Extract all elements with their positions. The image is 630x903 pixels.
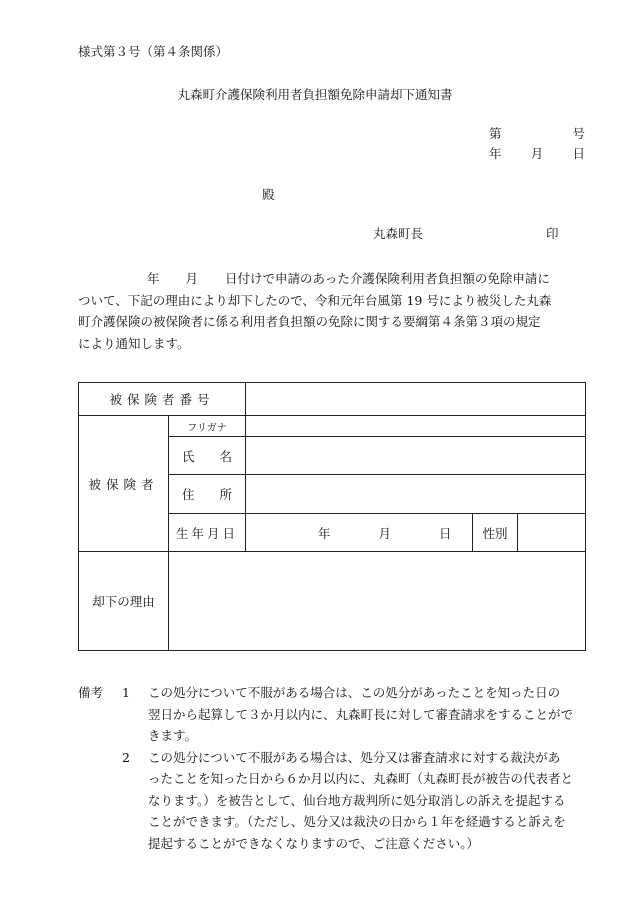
document-number xyxy=(489,124,585,142)
body-line-1 xyxy=(78,268,585,290)
remark-number: 2 xyxy=(122,749,130,765)
body-line-4: により通知します。 xyxy=(78,335,190,351)
name-label: 氏 名 xyxy=(169,437,246,475)
address-label: 住 所 xyxy=(169,475,246,514)
name-field[interactable] xyxy=(246,437,586,475)
reason-field[interactable] xyxy=(169,552,586,651)
body-line-2: ついて、下記の理由により却下したので、令和元年台風第 19 号により被災した丸森 xyxy=(78,292,552,308)
row-reason xyxy=(79,552,586,651)
reason-label: 却下の理由 xyxy=(79,552,169,651)
addressee: 殿 xyxy=(262,187,275,202)
number-prefix: 第 xyxy=(489,126,502,141)
issue-date xyxy=(489,144,585,162)
row-furigana xyxy=(79,416,586,437)
remark-number: 1 xyxy=(122,685,130,700)
insured-label: 被保険者 xyxy=(79,416,169,552)
furigana-label: フリガナ xyxy=(169,416,246,437)
body-line-1-text: 日付けで申請のあった介護保険利用者負担額の免除申請に xyxy=(225,271,550,286)
seal-mark: 印 xyxy=(546,226,559,241)
date-year: 年 xyxy=(489,146,502,161)
notice-body xyxy=(78,268,585,354)
sex-label: 性別 xyxy=(473,514,518,552)
insured-number-label: 被保険者番号 xyxy=(79,383,246,416)
sex-field[interactable] xyxy=(518,514,586,552)
document-title: 丸森町介護保険利用者負担額免除申請却下通知書 xyxy=(177,87,453,102)
remark-text: この処分について不服がある場合は、処分又は審査請求に対する裁決があ ったことを知った日から６か月以内に、丸森町（丸森町長が被告の代表者と なります。）を被告として、仙台地方裁判所に処分取消しの訴えを提起する ことができます。（ただし、処分又は裁決の日から１年を経過すると訴えを 提起することができなくなりますので、ご注意ください。） xyxy=(148,749,574,851)
row-insured-number xyxy=(79,383,586,416)
furigana-field[interactable] xyxy=(246,416,586,437)
body-year: 年 xyxy=(147,271,160,286)
date-day: 日 xyxy=(572,146,585,161)
date-month: 月 xyxy=(530,146,544,161)
number-suffix: 号 xyxy=(572,126,585,141)
issuer: 丸森町長 xyxy=(373,226,424,241)
remark-text: この処分について不服がある場合は、この処分があったことを知った日の 翌日から起算して３か月以内に、丸森町長に対して審査請求をすることがで きます。 xyxy=(148,685,574,743)
remarks-heading: 備考 xyxy=(78,685,104,700)
remarks xyxy=(78,682,585,854)
notice-table xyxy=(78,382,586,651)
body-line-3: 町介護保険の被保険者に係る利用者負担額の免除に関する要綱第４条第３項の規定 xyxy=(78,314,541,329)
body-month: 月 xyxy=(185,271,199,286)
birthdate-field[interactable]: 年 月 日 xyxy=(246,514,473,552)
insured-number-field[interactable] xyxy=(246,383,586,416)
form-label: 様式第３号（第４条関係） xyxy=(78,44,229,59)
remark-item-1 xyxy=(78,682,585,747)
address-field[interactable] xyxy=(246,475,586,514)
birthdate-label: 生年月日 xyxy=(169,514,246,552)
remark-item-2 xyxy=(78,747,585,855)
